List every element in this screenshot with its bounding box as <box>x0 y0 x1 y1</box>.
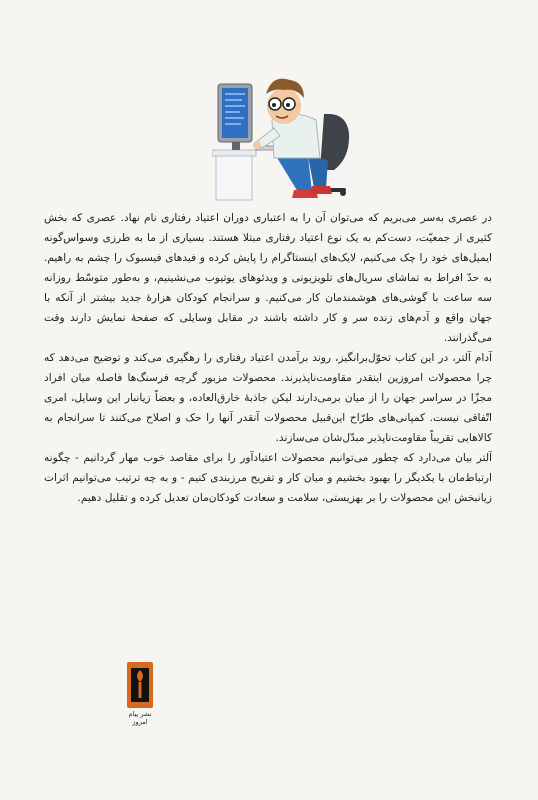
blurb-paragraph-1: در عصری به‌سر می‌بریم که می‌توان آن را به اعتباری دوران اعتیاد رفتاری نام نهاد. عصری که بخش کثیری از جمعیّت، دست‌کم به یک نوع اعتیاد رفتاری مبتلا هستند. بسیاری از ما به طرزی وسواس‌گونه ایمیل‌های خود را چک می‌کنیم، لایک‌های اینستاگرام را پایش کرده و فیدهای فیسبوک را چشم به راهیم. به حدّ افراط به تماشای سریال‌های تلویزیونی و ویدئوهای یوتیوب می‌نشینیم، و به‌طور متوسّط روزانه سه ساعت با گوشی‌های هوشمندمان کار می‌کنیم. و سرانجام کودکان هزارهٔ جدید بیشتر از آنکه با جهان واقع و آدم‌های زنده سر و کار داشته باشند در مقابل وسایلی که صفحهٔ نمایش دارند وقت می‌گذرانند. <box>44 212 492 344</box>
illustration-art <box>212 72 362 207</box>
publisher-logo-mark <box>127 662 153 708</box>
publisher-logo <box>120 662 160 726</box>
back-cover-blurb <box>44 208 492 508</box>
publisher-name: نشر پیام امروز <box>128 710 152 726</box>
blurb-paragraph-3: آلتر بیان می‌دارد که چطور می‌توانیم محصولات اعتیادآور را برای مقاصد خوب مهار گردانیم - چگونه ارتباط‌مان با یکدیگر را بهبود بخشیم و میان کار و تفریح مرزبندی کنیم - و به چه ترتیب می‌توانیم اثرات زیانبخش این محصولات را بر بهزیستی، سلامت و سعادت کودکان‌مان تعدیل کرده و تقلیل دهیم. <box>44 452 492 504</box>
man-at-computer-illustration <box>212 72 362 207</box>
blurb-paragraph-2: آدام آلتر، در این کتاب تحوّل‌برانگیز، روند برآمدن اعتیاد رفتاری را رهگیری می‌کند و توضیح می‌دهد که چرا محصولات امروزین اینقدر مقاومت‌ناپذیرند. محصولات مزبور گرچه فرسنگ‌ها فاصله میان افراد مجزّا در سراسر جهان را از میان برمی‌دارند لیکن جاذبهٔ خارق‌العاده، و بعضاً زیانبار این وسایل، امری اتّفاقی نیست. کمپانی‌های طرّاح این‌قبیل محصولات آنقدر آنها را حک و اصلاح می‌کنند تا سرانجام به کالاهایی تقریباً مقاومت‌ناپذیر مبدّل‌شان می‌سازند. <box>44 352 492 444</box>
